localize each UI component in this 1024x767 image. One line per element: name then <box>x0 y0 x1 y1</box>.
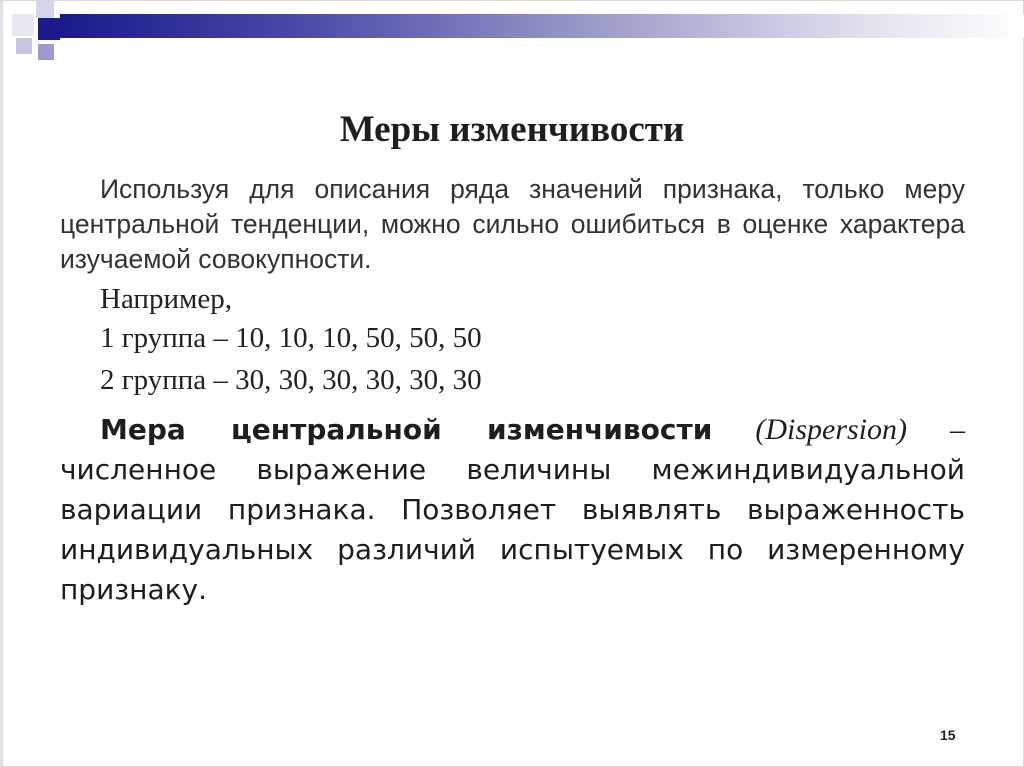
definition-dash: – <box>907 413 966 446</box>
definition-term: Мера центральной изменчивости <box>100 413 713 446</box>
definition-term-latin: (Dispersion) <box>755 413 907 446</box>
decor-square <box>16 38 32 54</box>
decor-square <box>12 14 34 36</box>
slide-title: Меры изменчивости <box>339 109 685 150</box>
group-1-values: 1 группа – 10, 10, 10, 50, 50, 50 <box>100 322 482 354</box>
group-2-values: 2 группа – 30, 30, 30, 30, 30, 30 <box>100 364 482 396</box>
decor-square <box>38 44 54 60</box>
example-label: Например, <box>100 283 232 315</box>
decor-square <box>38 18 60 40</box>
definition-paragraph <box>60 410 965 610</box>
decor-square <box>36 0 54 18</box>
definition-text: численное выражение величины межиндивидуальной вариации признака. Позволяет выявлять выраженность индивидуальных различий испытуемых по измеренному признаку. <box>60 453 965 606</box>
page-number: 15 <box>940 727 956 743</box>
intro-paragraph: Используя для описания ряда значений признака, только меру центральной тенденции, можно сильно ошибиться в оценке характера изучаемой совокупности. <box>60 174 965 274</box>
header-gradient-bar <box>60 14 1024 38</box>
